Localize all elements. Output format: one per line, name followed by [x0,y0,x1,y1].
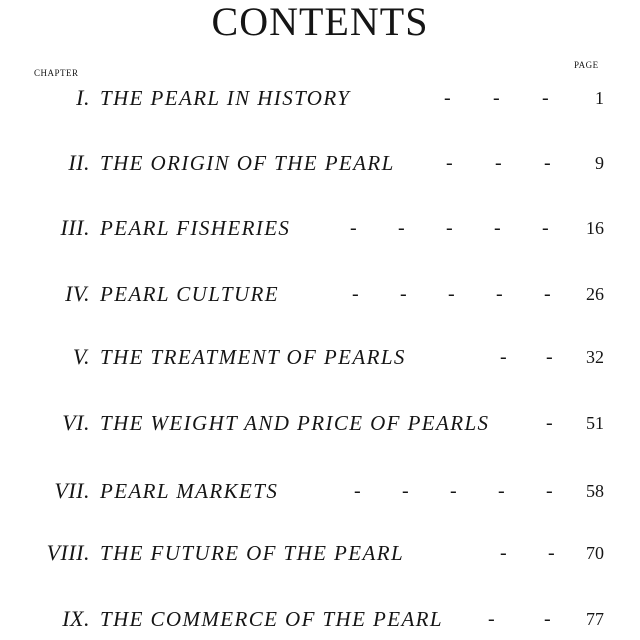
toc-entry [0,148,640,182]
leader-dash: - [444,87,451,109]
leader-dash: - [544,608,551,630]
leader-dash: - [498,480,505,502]
leader-dash: - [544,283,551,305]
leader-dash: - [448,283,455,305]
chapter-numeral: VII. [54,478,90,503]
leader-dash: - [450,480,457,502]
leader-dash: - [354,480,361,502]
chapter-numeral: I. [76,85,90,110]
page-number: 77 [586,609,604,629]
chapter-numeral: III. [60,215,90,240]
toc-entry [0,279,640,313]
chapter-title: THE PEARL IN HISTORY [100,86,351,110]
leader-dash: - [544,152,551,174]
leader-dash: - [400,283,407,305]
chapter-title: THE FUTURE OF THE PEARL [100,541,405,565]
toc-entry [0,476,640,510]
leader-dash: - [446,152,453,174]
leader-dash: - [500,346,507,368]
page-title: CONTENTS [211,0,429,44]
page-number: 16 [586,218,604,238]
leader-dash: - [350,217,357,239]
leader-dash: - [493,87,500,109]
leader-dash: - [446,217,453,239]
toc-entry [0,604,640,638]
chapter-title: PEARL FISHERIES [100,216,291,240]
page-number: 58 [586,481,604,501]
page-number: 51 [586,413,604,433]
page-column-header: PAGE [574,60,599,70]
leader-dash: - [494,217,501,239]
page-number: 9 [595,153,604,173]
toc-entry [0,408,640,442]
leader-dash: - [495,152,502,174]
chapter-title: PEARL CULTURE [100,282,279,306]
chapter-numeral: IV. [65,281,90,306]
chapter-numeral: V. [72,344,90,369]
page-number: 32 [586,347,604,367]
page-number: 26 [586,284,604,304]
chapter-column-header: CHAPTER [34,68,79,78]
leader-dash: - [398,217,405,239]
chapter-title: PEARL MARKETS [100,479,279,503]
leader-dash: - [548,542,555,564]
chapter-numeral: VIII. [46,540,90,565]
chapter-title: THE COMMERCE OF THE PEARL [100,607,443,631]
page-number: 1 [595,88,604,108]
leader-dash: - [542,217,549,239]
toc-entry [0,538,640,572]
toc-entry [0,342,640,376]
leader-dash: - [402,480,409,502]
leader-dash: - [496,283,503,305]
chapter-numeral: IX. [62,606,90,631]
toc-entry [0,213,640,247]
chapter-title: THE ORIGIN OF THE PEARL [100,151,395,175]
chapter-title: THE WEIGHT AND PRICE OF PEARLS [100,411,490,435]
page-number: 70 [586,543,604,563]
chapter-numeral: VI. [62,410,90,435]
leader-dash: - [352,283,359,305]
leader-dash: - [546,480,553,502]
leader-dash: - [542,87,549,109]
chapter-numeral: II. [68,150,90,175]
chapter-title: THE TREATMENT OF PEARLS [100,345,406,369]
toc-entry [0,83,640,117]
leader-dash: - [546,346,553,368]
leader-dash: - [500,542,507,564]
leader-dash: - [546,412,553,434]
leader-dash: - [488,608,495,630]
